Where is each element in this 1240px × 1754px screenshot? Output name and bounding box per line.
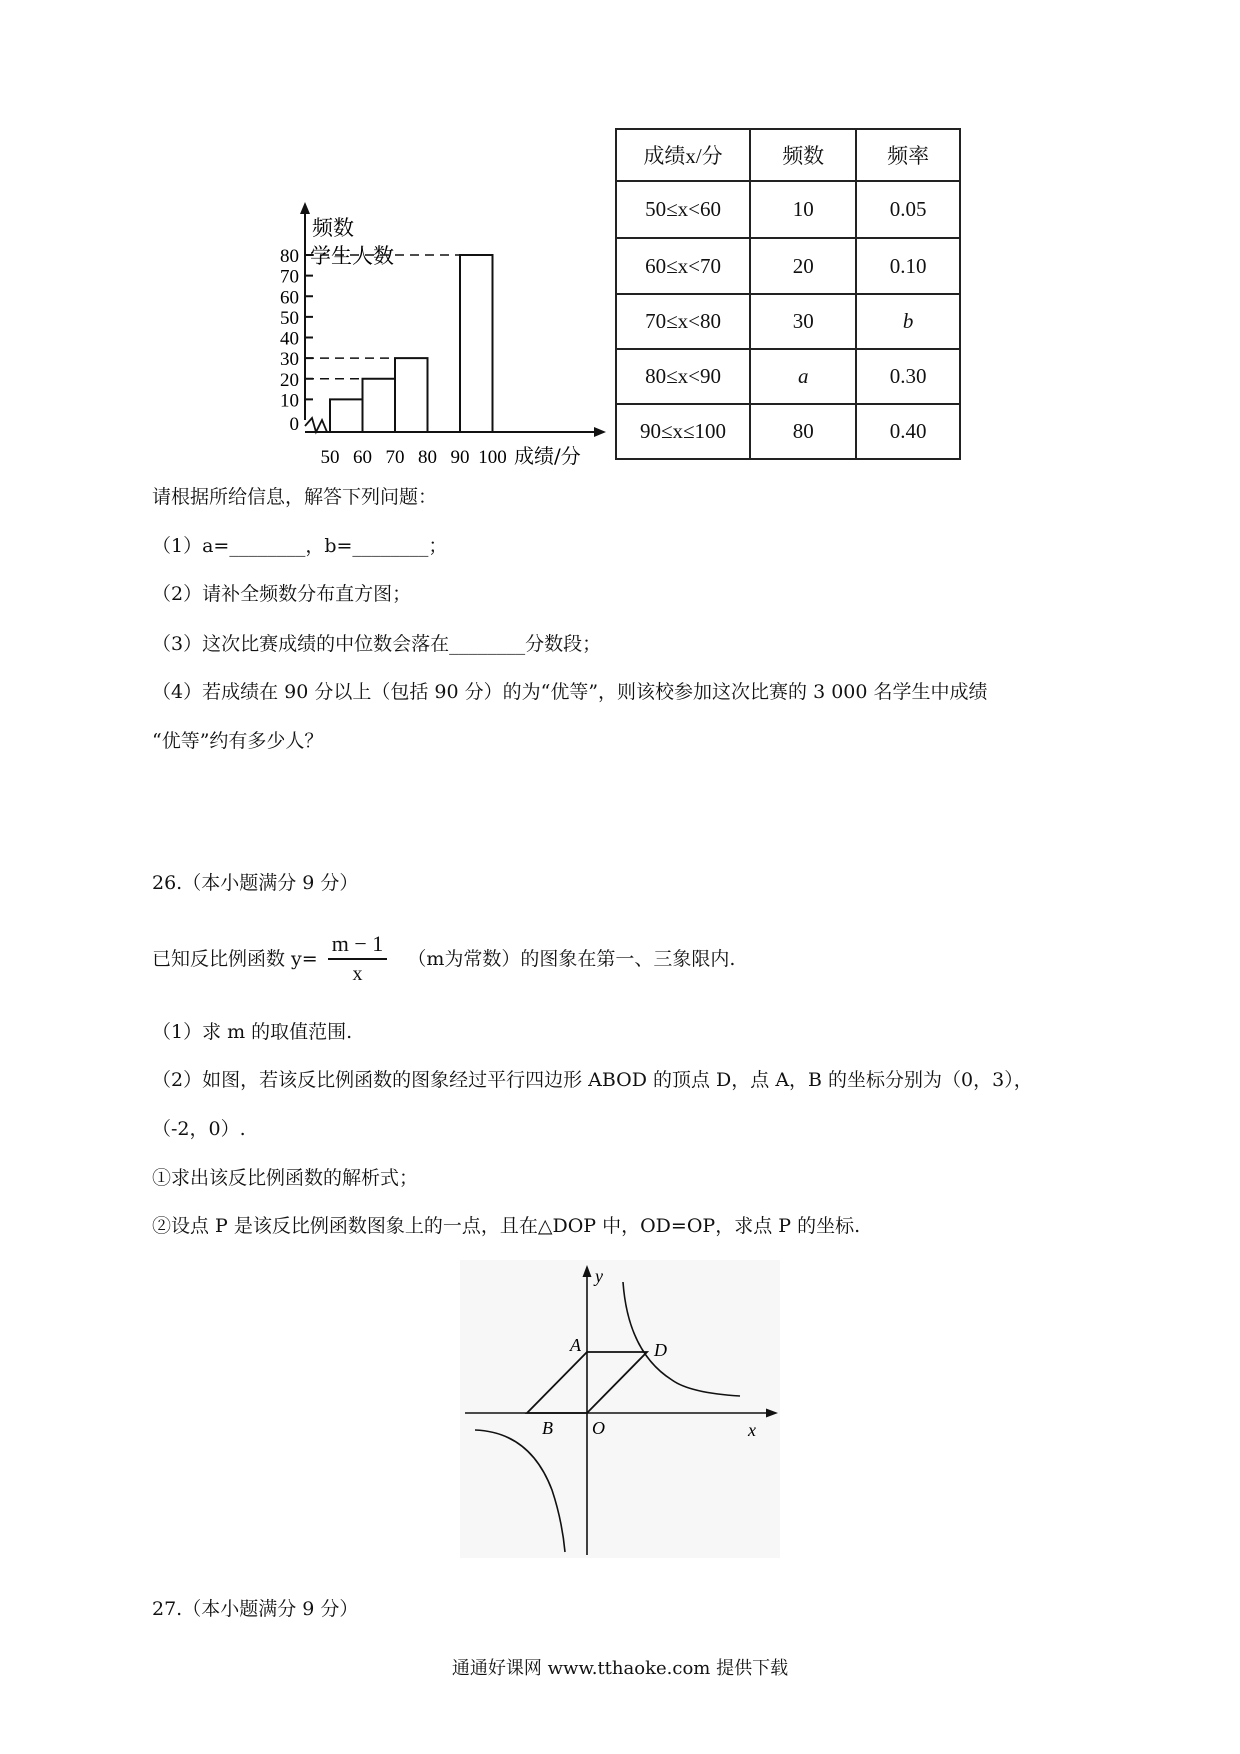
q26-sub2: ②设点 P 是该反比例函数图象上的一点，且在△DOP 中，OD=OP，求点 P 的坐标. (152, 1215, 861, 1237)
y-tick-label: 0 (289, 414, 299, 435)
table-header: 频率 (856, 129, 960, 181)
table-row (616, 404, 960, 459)
y-tick-label: 70 (280, 266, 299, 288)
table-cell: 60≤x<70 (616, 238, 750, 294)
q26-stem-after: （m为常数）的图象在第一、三象限内. (407, 948, 736, 970)
label-x: x (748, 1420, 756, 1440)
table-cell: 0.30 (856, 349, 960, 404)
histogram-bar (460, 255, 493, 432)
fraction-numerator: m − 1 (328, 930, 388, 960)
table-cell: 80 (750, 404, 856, 459)
q27-heading: 27.（本小题满分 9 分） (152, 1598, 359, 1620)
y-tick-label: 80 (280, 246, 299, 267)
y-tick-label: 40 (280, 328, 299, 350)
table-cell: 0.10 (856, 238, 960, 294)
histogram-bar (395, 358, 428, 432)
fraction (328, 930, 388, 988)
q25-part4-line2: “优等”约有多少人？ (152, 730, 324, 752)
x-tick-label: 50 (320, 447, 340, 465)
label-O: O (592, 1418, 605, 1438)
x-tick-label: 100 (478, 447, 507, 465)
histogram-bar (330, 399, 363, 432)
y-axis-arrow (300, 202, 310, 214)
table-cell: b (856, 294, 960, 349)
y-tick-label: 30 (280, 349, 299, 371)
q25-part1: （1）a=________，b=________； (152, 535, 448, 557)
y-tick-label: 50 (280, 307, 299, 329)
y-tick-label: 60 (280, 287, 299, 309)
q25-intro: 请根据所给信息，解答下列问题： (152, 486, 438, 508)
x-tick-label: 80 (418, 447, 437, 465)
x-ticks (321, 447, 507, 465)
table-cell: 0.05 (856, 181, 960, 238)
y-title-2: 学生人数 (310, 244, 394, 268)
table-header: 频数 (750, 129, 856, 181)
label-B: B (542, 1418, 553, 1438)
label-A: A (570, 1335, 581, 1355)
x-tick-label: 90 (450, 447, 470, 465)
label-D: D (654, 1340, 667, 1360)
label-y: y (595, 1266, 603, 1286)
fraction-denominator: x (352, 963, 363, 985)
table-cell: 80≤x<90 (616, 349, 750, 404)
table-row (616, 349, 960, 404)
q26-part2-line1: （2）如图，若该反比例函数的图象经过平行四边形 ABOD 的顶点 D，点 A，B 的坐标分别为（0，3）， (152, 1069, 1033, 1091)
q26-heading: 26.（本小题满分 9 分） (152, 872, 359, 894)
q25-part2: （2）请补全频数分布直方图； (152, 583, 412, 605)
x-axis-arrow (594, 427, 606, 437)
x-tick-label: 60 (353, 447, 372, 465)
table-row (616, 294, 960, 349)
bars (330, 255, 493, 432)
axis-break (305, 418, 327, 432)
q26-sub1: ①求出该反比例函数的解析式； (152, 1167, 419, 1189)
table-cell: 10 (750, 181, 856, 238)
table-cell: 90≤x≤100 (616, 404, 750, 459)
table-cell: 20 (750, 238, 856, 294)
q26-part2-line2: （-2，0）. (152, 1118, 246, 1140)
frequency-table (615, 128, 961, 460)
y-tick-label: 20 (280, 369, 299, 391)
histogram (270, 200, 615, 465)
x-tick-label: 70 (385, 447, 405, 465)
coordinate-graph (460, 1260, 780, 1558)
x-title: 成绩/分 (514, 444, 581, 465)
q26-stem-before: 已知反比例函数 y= (152, 948, 318, 970)
y-tick-label: 10 (280, 390, 299, 412)
q25-part4-line1: （4）若成绩在 90 分以上（包括 90 分）的为“优等”，则该校参加这次比赛的 3 000 名学生中成绩 (152, 681, 988, 703)
dashed-guides (305, 255, 460, 379)
table-cell: 50≤x<60 (616, 181, 750, 238)
table-cell: a (750, 349, 856, 404)
histogram-bar (363, 379, 396, 432)
graph-background (460, 1260, 780, 1558)
table-header-row (616, 129, 960, 181)
q25-part3: （3）这次比赛成绩的中位数会落在________分数段； (152, 633, 602, 655)
footer-credit: 通通好课网 www.tthaoke.com 提供下载 (451, 1658, 789, 1679)
table-row (616, 238, 960, 294)
table-header: 成绩x/分 (616, 129, 750, 181)
table-cell: 70≤x<80 (616, 294, 750, 349)
q26-stem (152, 930, 735, 988)
table-row (616, 181, 960, 238)
q26-part1: （1）求 m 的取值范围. (152, 1021, 353, 1043)
y-title-1: 频数 (312, 216, 354, 240)
y-ticks (280, 246, 313, 435)
table-cell: 30 (750, 294, 856, 349)
table-cell: 0.40 (856, 404, 960, 459)
